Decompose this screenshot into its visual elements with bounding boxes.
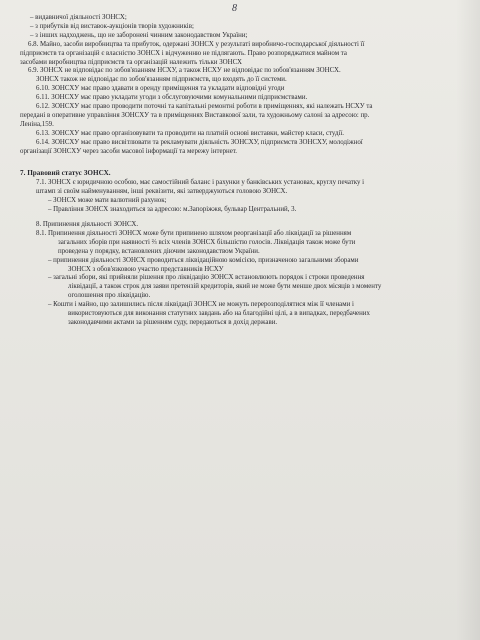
text-line: – ЗОНСХ може мати валютний рахунок; — [48, 197, 167, 205]
text-line: – з інших надходжень, що не заборонені чинним законодавством України; — [30, 31, 248, 39]
text-line: 8.1. Припинення діяльності ЗОНСХ може бути припинено шляхом реорганізації або ліквідації за рішенням — [36, 229, 352, 237]
text-line: 6.9. ЗОНСХ не відповідає по зобов'язанням НСХУ, а також НСХУ не відповідає по зобов'язанням ЗОНСХ. — [28, 67, 341, 75]
text-line: законодавчими актами за рішенням суду, передаються в дохід держави. — [68, 319, 278, 326]
text-line: – загальні збори, які прийняли рішення про ліквідацію ЗОНСХ встановлюють порядок і строки проведення — [48, 274, 365, 282]
spacer — [20, 157, 460, 163]
text-line: 6.13. ЗОНСХУ має право організовувати та проводити на платній основі виставки, майстер класи, студії. — [36, 129, 344, 137]
page-number: 8 — [232, 3, 237, 14]
text-line: – Правління ЗОНСХ знаходиться за адресою: м.Запоріжжя, бульвар Центральний, 3. — [48, 206, 297, 214]
document-body — [20, 14, 460, 328]
text-line: – видавничої діяльності ЗОНСХ; — [30, 14, 127, 21]
text-line: організації ЗОНСХУ через засоби масової інформації та мережу інтернет. — [20, 147, 237, 155]
text-line: 6.10. ЗОНСХУ має право здавати в оренду приміщення та укладати відповідні угоди — [36, 85, 285, 93]
text-line: 6.11. ЗОНСХУ має право укладати угоди з обслуговуючими комунальними підприємствами. — [36, 94, 308, 102]
text-line: загальних зборів при наявності ⅔ всіх членів ЗОНСХ більшістю голосів. Ліквідація також може бути — [58, 238, 356, 246]
text-line: проведена у порядку, встановлених діючим законодавством України. — [58, 247, 260, 255]
text-line: – з прибутків від виставок-аукціонів творів художників; — [30, 22, 194, 30]
text-line: підприємств та організацій є власністю ЗОНСХ і відчуженню не підлягають. Право розпоряджатися майном та — [20, 49, 347, 57]
text-line: – Кошти і майно, що залишились після ліквідації ЗОНСХ не можуть перерозподілятися між її членами і — [48, 301, 354, 309]
text-line: ЗОНСХ також не відповідає по зобов'язанням підприємств, що входять до її системи. — [36, 76, 287, 84]
text-line: засобами виробництва підприємств та організацій належить тільки ЗОНСХ — [20, 58, 243, 66]
text-line: 6.8. Майно, засоби виробництва та прибуток, одержані ЗОНСХ у результаті виробничо-господарської діяльності її — [28, 40, 365, 48]
text-line: передані в оперативне управління ЗОНСХУ та в приміщеннях Виставкової зали, та художньому салоні за адресою: пр. — [20, 111, 370, 119]
text-line: – припинення діяльності ЗОНСХ проводиться ліквідаційною комісією, призначеною загальними зборами — [48, 256, 359, 264]
text-line: ліквідації, а також строк для заяви претензій кредиторів, який не може бути менше двох місяців з моменту — [68, 283, 382, 291]
text-line: Леніна,159. — [20, 120, 54, 128]
text-line: 7.1. ЗОНСХ є юридичною особою, має самостійний баланс і рахунки у банківських установах, круглу печатку і — [36, 179, 365, 187]
section-heading: 7. Правовий статус ЗОНСХ. — [20, 168, 111, 177]
text-line: оголошення про ліквідацію. — [68, 292, 151, 300]
text-line: ЗОНСХ з обов'язковою участю представників НСХУ — [68, 265, 224, 273]
text-line: 6.12. ЗОНСХУ має право проводити поточні та капітальні ремонтні роботи в приміщеннях, які належать НСХУ та — [36, 103, 373, 111]
text-line: штамп зі своїм найменуванням, інші реквізити, які затверджуються головою ЗОНСХ. — [36, 188, 288, 196]
text-line: 8. Припинення діяльності ЗОНСХ. — [36, 221, 139, 229]
text-line: використовуються для виконання статутних завдань або на благодійні цілі, а в випадках, передбачених — [68, 310, 370, 318]
text-line: 6.14. ЗОНСХУ має право висвітлювати та рекламувати діяльність ЗОНСХУ, підприємств ЗОНСХУ, молодіжної — [36, 138, 363, 146]
